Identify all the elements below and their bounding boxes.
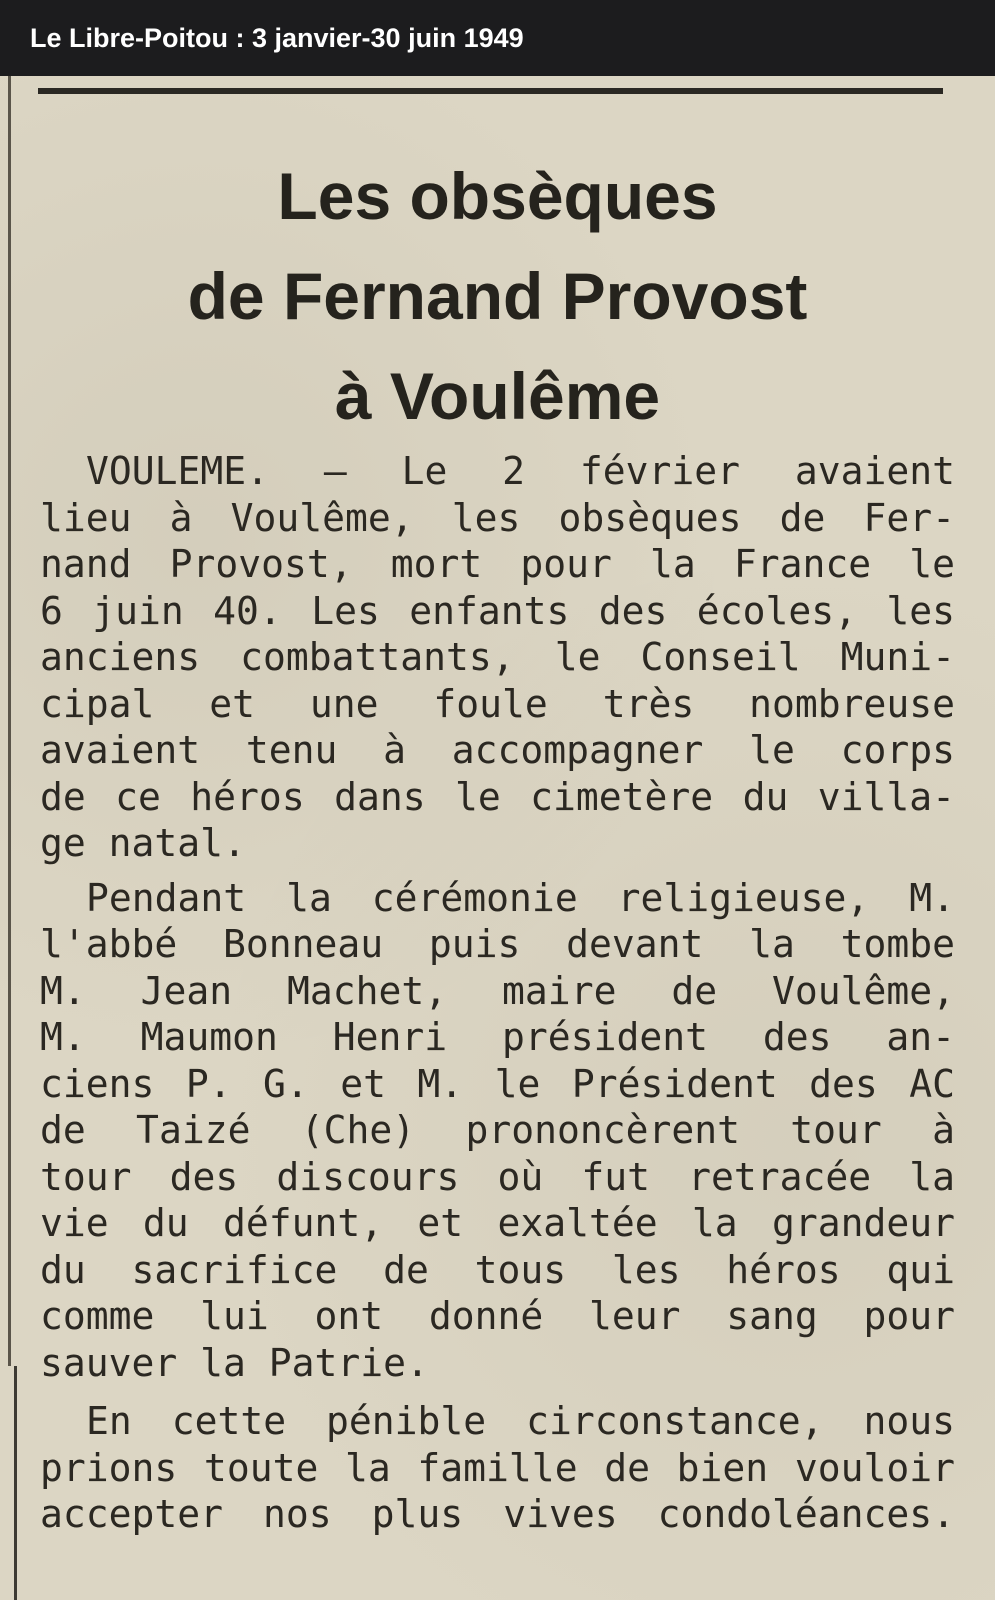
text-line: prions toute la famille de bien vouloir: [40, 1445, 955, 1490]
text-line: Pendant la cérémonie religieuse, M.: [86, 875, 955, 920]
text-line: En cette pénible circonstance, nous: [86, 1399, 955, 1443]
text-line: M. Maumon Henri président des an-: [40, 1015, 955, 1059]
headline-line-3: à Voulême: [334, 359, 661, 433]
text-line: de Taizé (Che) prononcèrent tour à: [40, 1108, 955, 1152]
text-line: du sacrifice de tous les héros qui: [40, 1247, 955, 1292]
text-line: vie du défunt, et exaltée la grandeur: [40, 1201, 955, 1245]
paragraph-2: [40, 875, 955, 1387]
top-rule: [38, 88, 943, 94]
text-line: anciens combattants, le Conseil Muni-: [40, 635, 955, 679]
window-title: Le Libre-Poitou : 3 janvier-30 juin 1949: [30, 23, 524, 53]
text-line: comme lui ont donné leur sang pour: [40, 1294, 955, 1338]
paragraph-1: [40, 448, 955, 867]
text-line: sauver la Patrie.: [40, 1340, 429, 1385]
text-line: cipal et une foule très nombreuse: [40, 681, 955, 726]
text-line: ciens P. G. et M. le Président des AC: [40, 1061, 955, 1106]
text-line: l'abbé Bonneau puis devant la tombe: [40, 922, 955, 966]
window-title-bar: [0, 0, 995, 76]
column-border-line: [8, 76, 11, 1366]
article-headline: [40, 146, 955, 446]
headline-line-1: Les obsèques: [277, 159, 718, 233]
headline-line-2: de Fernand Provost: [187, 259, 808, 333]
text-line: tour des discours où fut retracée la: [40, 1154, 955, 1199]
text-line: M. Jean Machet, maire de Voulême,: [40, 968, 955, 1013]
text-line: de ce héros dans le cimetère du villa-: [40, 774, 955, 819]
text-line: avaient tenu à accompagner le corps: [40, 728, 955, 772]
column-border-line-lower: [14, 1366, 17, 1600]
text-line: accepter nos plus vives condoléances.: [40, 1492, 955, 1536]
text-line: VOULEME. — Le 2 février avaient: [86, 449, 955, 493]
text-line: 6 juin 40. Les enfants des écoles, les: [40, 588, 955, 633]
text-line: ge natal.: [40, 821, 246, 865]
text-line: lieu à Voulême, les obsèques de Fer-: [40, 495, 955, 540]
paragraph-3: [40, 1398, 955, 1538]
newspaper-clipping: [0, 76, 995, 1600]
article-body: [40, 448, 955, 1538]
text-line: nand Provost, mort pour la France le: [40, 542, 955, 586]
